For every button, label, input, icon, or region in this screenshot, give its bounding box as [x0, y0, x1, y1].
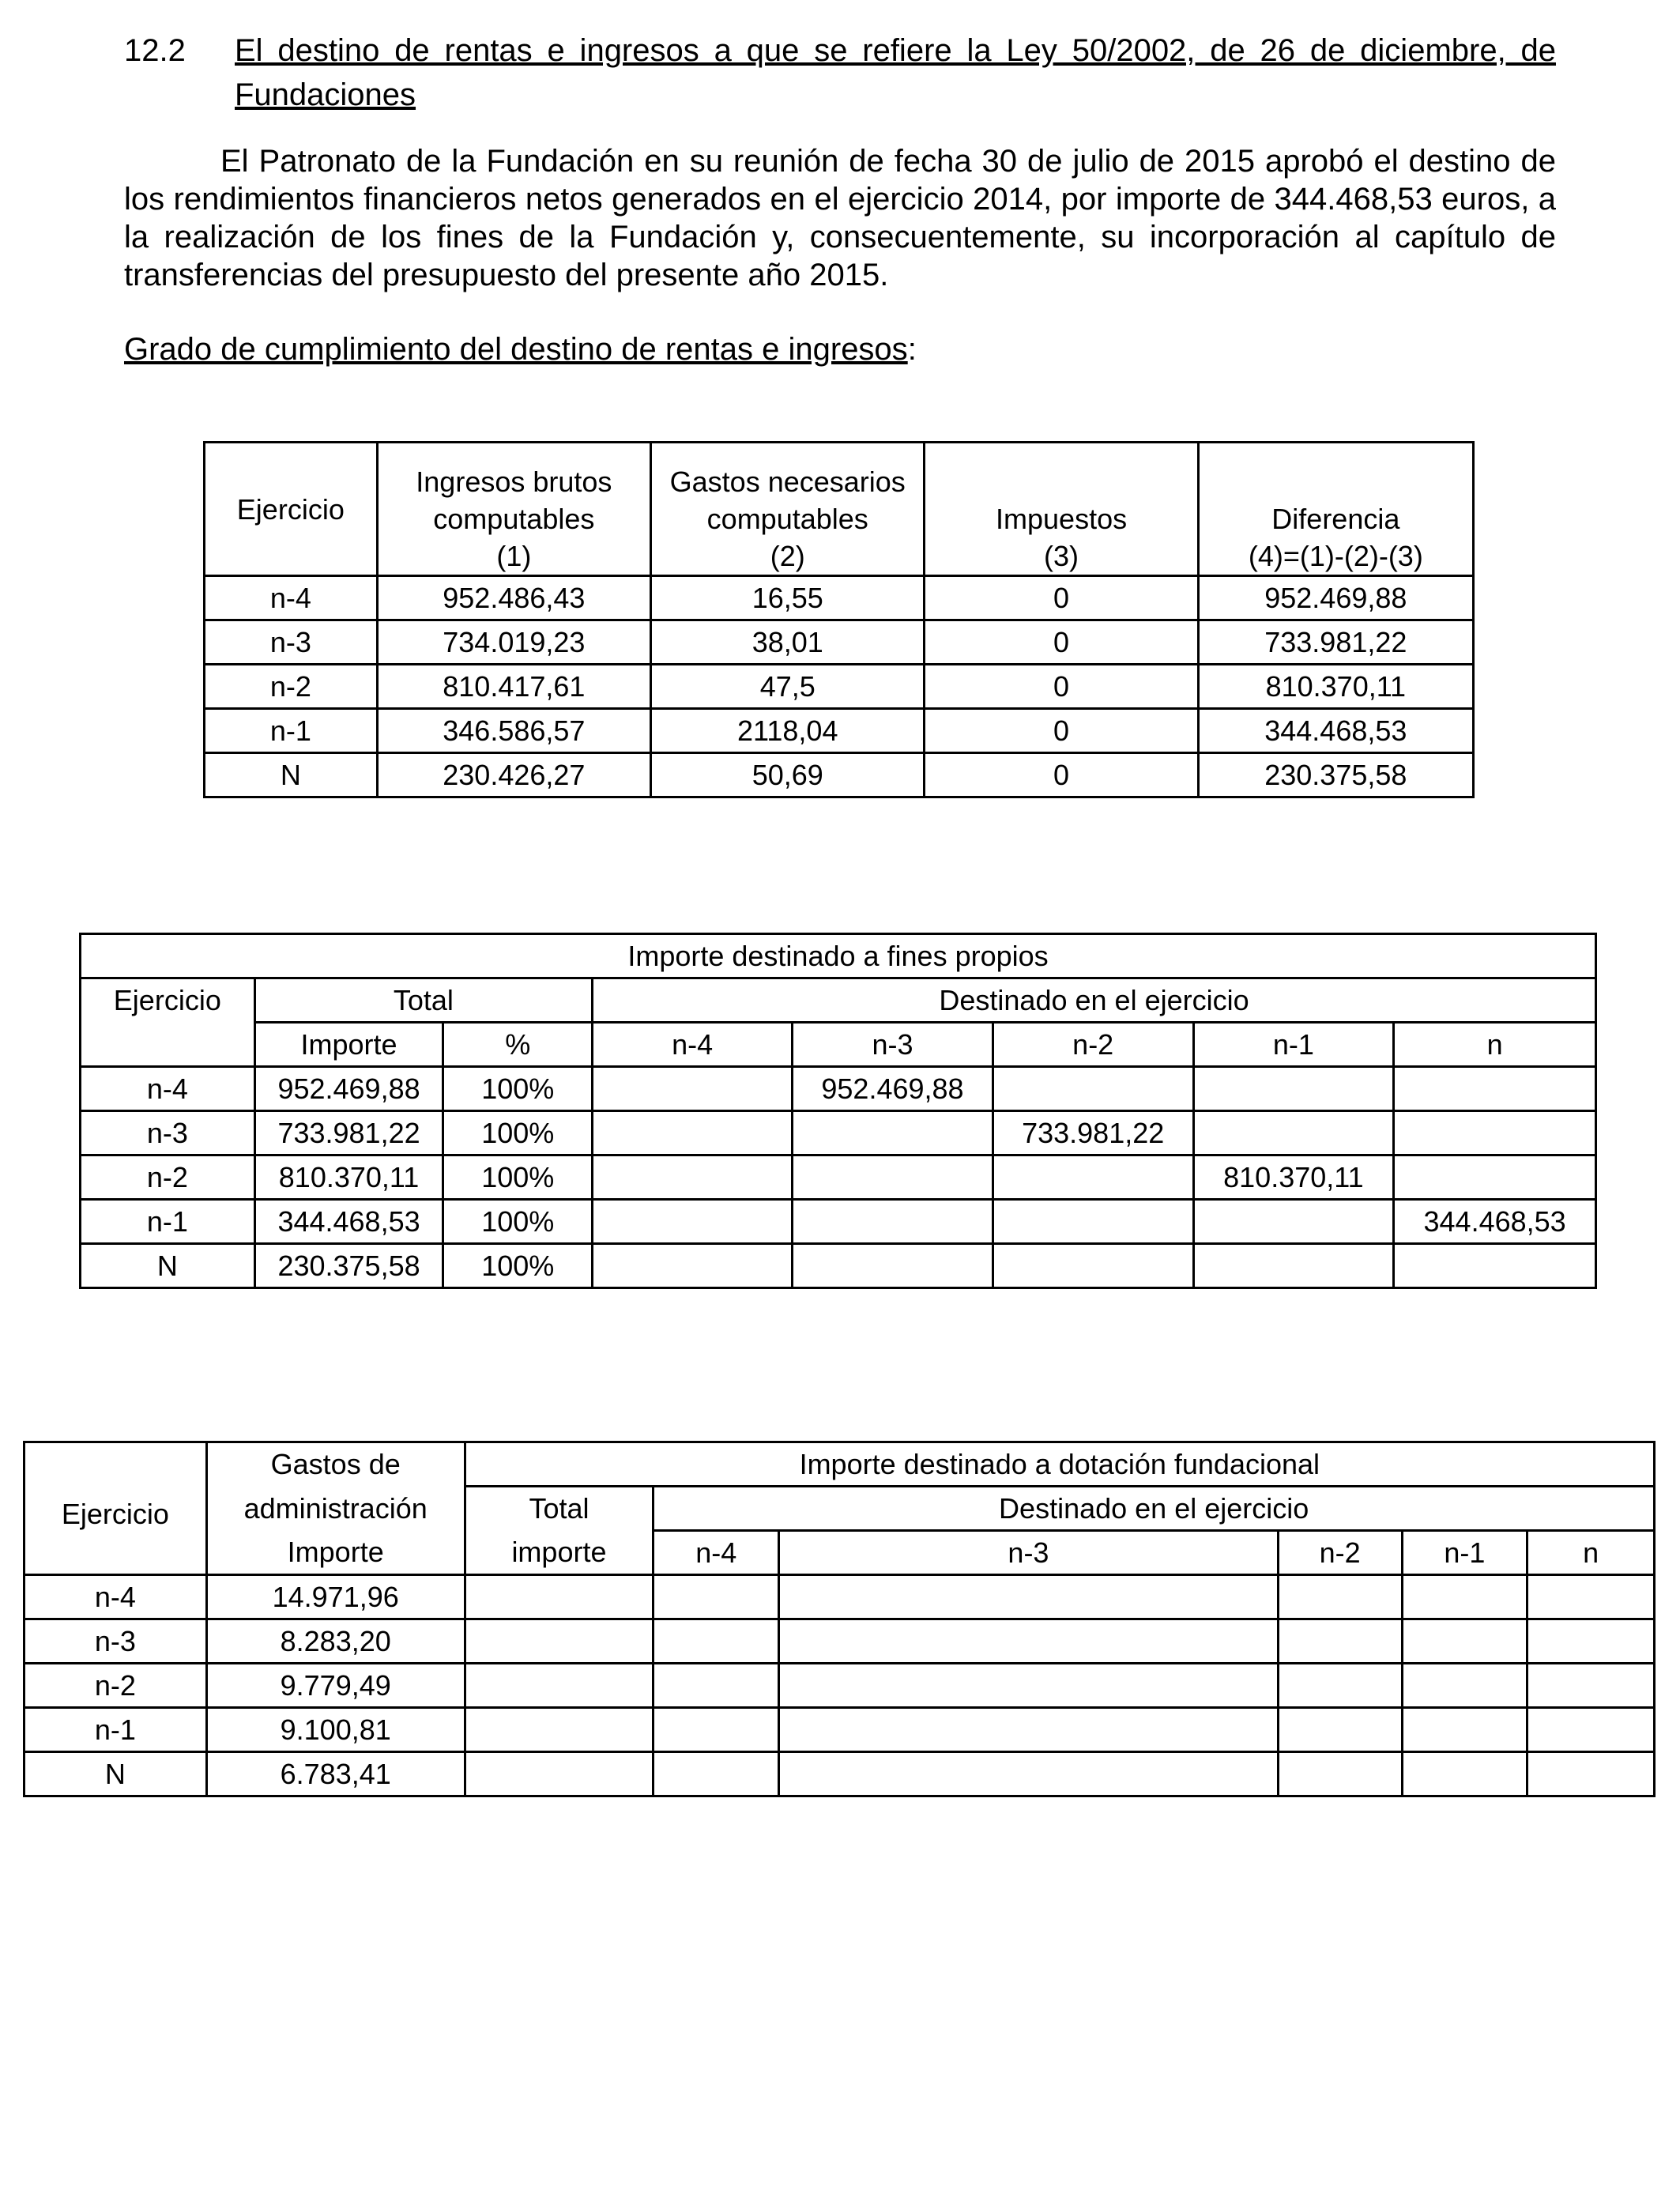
cell: n-1: [24, 1708, 207, 1752]
subheading-colon: :: [907, 332, 917, 367]
header-period: n-4: [593, 1023, 793, 1067]
cell: [465, 1619, 654, 1664]
cell: [593, 1244, 793, 1288]
cell: 0: [925, 576, 1198, 620]
cell: [465, 1664, 654, 1708]
cell: 346.586,57: [377, 709, 650, 753]
cell: 50,69: [651, 753, 925, 797]
cell: n-1: [81, 1200, 255, 1244]
cell: 344.468,53: [1198, 709, 1473, 753]
cell: 38,01: [651, 620, 925, 665]
cell: [1402, 1752, 1527, 1796]
cell: n-4: [24, 1575, 207, 1619]
subheading-text: Grado de cumplimiento del destino de rentas e ingresos: [124, 332, 908, 367]
cell: [654, 1752, 779, 1796]
table-row: [205, 665, 1474, 709]
cell: 100%: [443, 1111, 593, 1155]
cell: 810.370,11: [254, 1155, 443, 1200]
header-ejercicio: Ejercicio: [205, 443, 378, 576]
table-row: [24, 1619, 1655, 1664]
header-percent: %: [443, 1023, 593, 1067]
cell: [993, 1244, 1193, 1288]
header-period: n: [1527, 1531, 1655, 1575]
cell: 0: [925, 665, 1198, 709]
header-period: n-2: [1278, 1531, 1402, 1575]
cell: 230.375,58: [1198, 753, 1473, 797]
header-period: n-4: [654, 1531, 779, 1575]
header-dotacion-title: Importe destinado a dotación fundacional: [465, 1442, 1654, 1487]
header-total-importe: importe: [465, 1531, 654, 1575]
cell: [779, 1708, 1279, 1752]
cell: [993, 1200, 1193, 1244]
cell: 734.019,23: [377, 620, 650, 665]
cell: [779, 1575, 1279, 1619]
section-number: 12.2: [124, 33, 186, 68]
cell: [1527, 1619, 1655, 1664]
header-period: n-3: [779, 1531, 1279, 1575]
cell: 952.469,88: [1198, 576, 1473, 620]
cell: [993, 1067, 1193, 1111]
cell: 9.100,81: [206, 1708, 465, 1752]
cell: [1193, 1067, 1394, 1111]
header-gastos: Gastos necesarios computables (2): [651, 443, 925, 576]
cell: 100%: [443, 1244, 593, 1288]
header-importe: Importe: [254, 1023, 443, 1067]
table-row: [81, 1111, 1596, 1155]
cell: [779, 1664, 1279, 1708]
table-row: [205, 709, 1474, 753]
cell: n-2: [81, 1155, 255, 1200]
cell: [465, 1708, 654, 1752]
cell: 733.981,22: [993, 1111, 1193, 1155]
cell: [1394, 1067, 1596, 1111]
subheading: [124, 330, 917, 368]
section-title: El destino de rentas e ingresos a que se refiere la Ley 50/2002, de 26 de diciembre, de Fundaciones: [235, 33, 1556, 112]
income-table-header: [205, 443, 1474, 576]
cell: [1394, 1111, 1596, 1155]
cell: [793, 1200, 993, 1244]
cell: [654, 1708, 779, 1752]
table-row: [24, 1752, 1655, 1796]
cell: [1394, 1155, 1596, 1200]
cell: 952.486,43: [377, 576, 650, 620]
cell: [1278, 1575, 1402, 1619]
cell: 0: [925, 753, 1198, 797]
header-ingresos: Ingresos brutos computables (1): [377, 443, 650, 576]
cell: n-2: [24, 1664, 207, 1708]
cell: [1402, 1619, 1527, 1664]
cell: n-1: [205, 709, 378, 753]
table-row: [205, 753, 1474, 797]
header-ejercicio: Ejercicio: [81, 978, 255, 1023]
table-row: [205, 620, 1474, 665]
cell: [1527, 1664, 1655, 1708]
cell: 733.981,22: [1198, 620, 1473, 665]
fines-propios-table: [79, 933, 1597, 1289]
cell: [1278, 1708, 1402, 1752]
header-empty: [81, 1023, 255, 1067]
cell: [654, 1664, 779, 1708]
cell: 2118,04: [651, 709, 925, 753]
cell: 16,55: [651, 576, 925, 620]
cell: n-4: [81, 1067, 255, 1111]
income-table: [203, 441, 1475, 798]
cell: 0: [925, 620, 1198, 665]
cell: [465, 1752, 654, 1796]
cell: 733.981,22: [254, 1111, 443, 1155]
cell: N: [205, 753, 378, 797]
cell: 100%: [443, 1067, 593, 1111]
cell: [793, 1244, 993, 1288]
header-period: n-3: [793, 1023, 993, 1067]
cell: 6.783,41: [206, 1752, 465, 1796]
cell: 230.375,58: [254, 1244, 443, 1288]
cell: 810.370,11: [1198, 665, 1473, 709]
table-row: [81, 1200, 1596, 1244]
cell: [779, 1752, 1279, 1796]
cell: N: [24, 1752, 207, 1796]
cell: 810.370,11: [1193, 1155, 1394, 1200]
cell: [1527, 1708, 1655, 1752]
cell: n-4: [205, 576, 378, 620]
cell: 344.468,53: [1394, 1200, 1596, 1244]
cell: n-3: [24, 1619, 207, 1664]
cell: [1527, 1752, 1655, 1796]
header-period: n-1: [1402, 1531, 1527, 1575]
header-period: n-1: [1193, 1023, 1394, 1067]
table-row: [81, 1067, 1596, 1111]
table-row: [81, 1244, 1596, 1288]
cell: 952.469,88: [254, 1067, 443, 1111]
cell: [1193, 1111, 1394, 1155]
header-destinado: Destinado en el ejercicio: [654, 1487, 1655, 1531]
cell: [1193, 1244, 1394, 1288]
cell: [593, 1067, 793, 1111]
cell: [465, 1575, 654, 1619]
cell: 810.417,61: [377, 665, 650, 709]
cell: [593, 1111, 793, 1155]
dotacion-table: [23, 1441, 1656, 1797]
table-row: [24, 1708, 1655, 1752]
cell: [593, 1155, 793, 1200]
header-ejercicio: Ejercicio: [24, 1442, 207, 1531]
header-empty: [24, 1531, 207, 1575]
cell: N: [81, 1244, 255, 1288]
cell: 9.779,49: [206, 1664, 465, 1708]
body-paragraph: El Patronato de la Fundación en su reunión de fecha 30 de julio de 2015 aprobó el destino de los rendimientos financieros netos generados en el ejercicio 2014, por importe de 344.468,53 euros, a la realización de los fines de la Fundación y, consecuentemente, su incorporación al capítulo de transferencias del presupuesto del presente año 2015.: [124, 144, 1556, 292]
cell: [1394, 1244, 1596, 1288]
cell: [1193, 1200, 1394, 1244]
cell: [1402, 1575, 1527, 1619]
cell: 14.971,96: [206, 1575, 465, 1619]
header-gastos-l2: administración: [206, 1487, 465, 1531]
cell: [1402, 1708, 1527, 1752]
cell: [779, 1619, 1279, 1664]
cell: 344.468,53: [254, 1200, 443, 1244]
cell: [593, 1200, 793, 1244]
header-total: Total: [254, 978, 592, 1023]
header-destinado: Destinado en el ejercicio: [593, 978, 1596, 1023]
cell: [654, 1619, 779, 1664]
cell: [1278, 1619, 1402, 1664]
header-diferencia: Diferencia (4)=(1)-(2)-(3): [1198, 443, 1473, 576]
table-row: [24, 1575, 1655, 1619]
cell: [1278, 1664, 1402, 1708]
table-row: [205, 576, 1474, 620]
cell: [1402, 1664, 1527, 1708]
cell: 8.283,20: [206, 1619, 465, 1664]
header-total: Total: [465, 1487, 654, 1531]
cell: 100%: [443, 1155, 593, 1200]
cell: 100%: [443, 1200, 593, 1244]
cell: [654, 1575, 779, 1619]
cell: n-2: [205, 665, 378, 709]
cell: 0: [925, 709, 1198, 753]
table-title: Importe destinado a fines propios: [81, 934, 1596, 978]
table-row: [24, 1664, 1655, 1708]
cell: n-3: [81, 1111, 255, 1155]
cell: [1278, 1752, 1402, 1796]
header-period: n-2: [993, 1023, 1193, 1067]
cell: 47,5: [651, 665, 925, 709]
cell: [993, 1155, 1193, 1200]
table-row: [81, 1155, 1596, 1200]
cell: 230.426,27: [377, 753, 650, 797]
cell: 952.469,88: [793, 1067, 993, 1111]
header-gastos-l3: Importe: [206, 1531, 465, 1575]
header-impuestos: Impuestos (3): [925, 443, 1198, 576]
header-period: n: [1394, 1023, 1596, 1067]
header-gastos-l1: Gastos de: [206, 1442, 465, 1487]
cell: [1527, 1575, 1655, 1619]
cell: [793, 1111, 993, 1155]
cell: n-3: [205, 620, 378, 665]
cell: [793, 1155, 993, 1200]
